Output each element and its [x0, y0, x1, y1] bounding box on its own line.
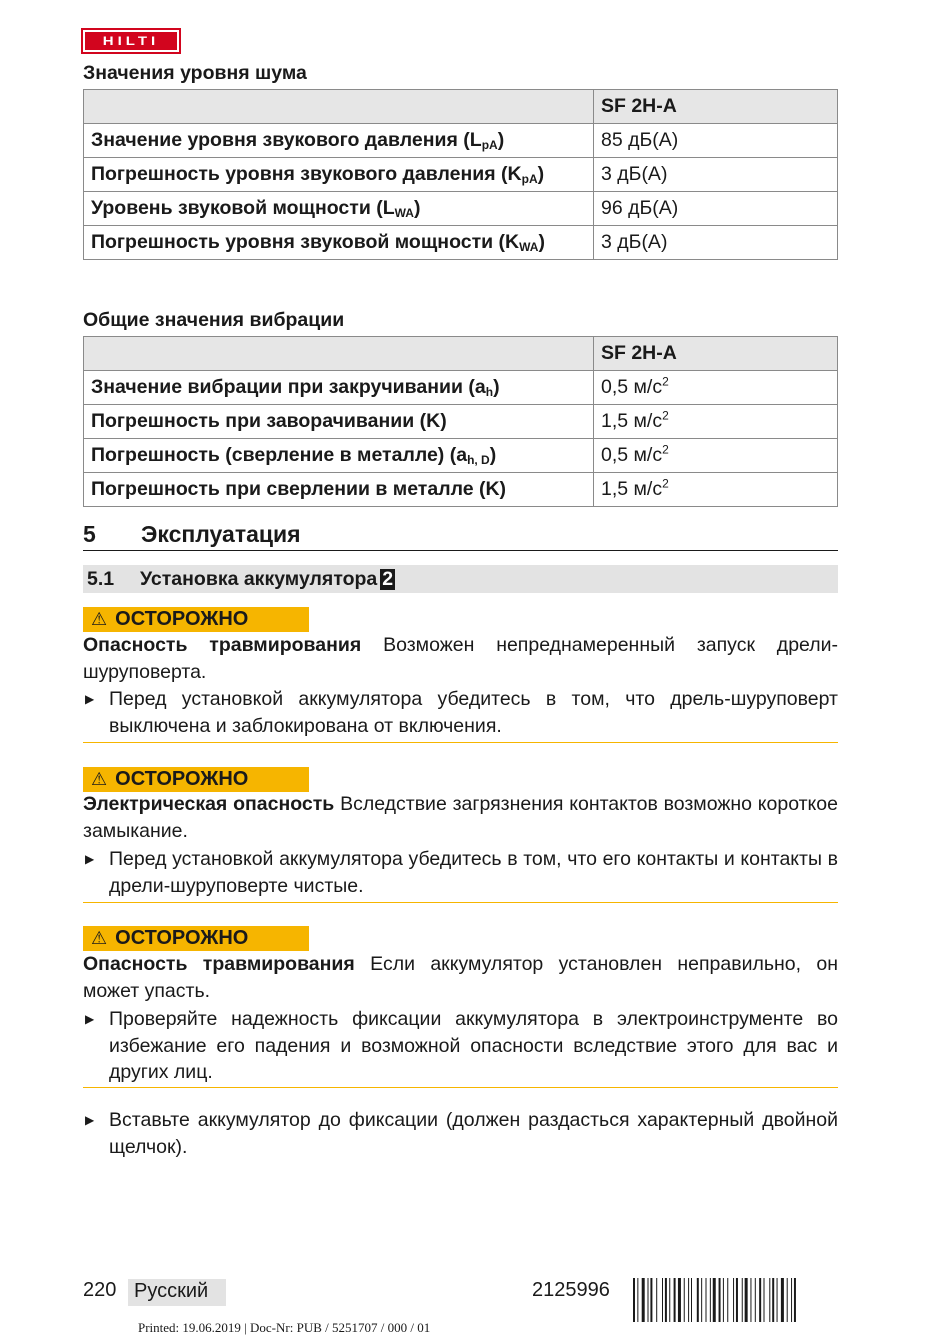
warning-label: ОСТОРОЖНО — [115, 608, 249, 630]
row-value: 3 дБ(A) — [594, 158, 838, 192]
table-row — [84, 192, 838, 226]
bullet-arrow-icon: ▶ — [85, 1012, 95, 1026]
hazard-label: Электрическая опасность — [83, 793, 335, 815]
header-cell-empty — [84, 90, 594, 124]
row-label: Погрешность при сверлении в металле (K) — [84, 473, 594, 507]
hazard-label: Опасность травмирования — [83, 953, 355, 975]
row-label: Погрешность при заворачивании (K) — [84, 405, 594, 439]
instruction-step — [83, 1107, 838, 1160]
bullet-arrow-icon: ▶ — [85, 1113, 95, 1127]
row-value: 0,5 $м/с^2$ — [594, 439, 838, 473]
warning-text: Опасность травмирования Возможен непреднамеренный запуск дрели-шуруповерта. — [83, 634, 838, 683]
warning-triangle-icon: ⚠ — [91, 928, 108, 948]
table-row — [84, 405, 838, 439]
table-row — [84, 124, 838, 158]
vibration-table-title: Общие значения вибрации — [83, 309, 345, 331]
warning-label: ОСТОРОЖНО — [115, 768, 249, 790]
bullet-arrow-icon: ▶ — [85, 692, 95, 706]
warning-badge — [83, 926, 309, 951]
warning-triangle-icon: ⚠ — [91, 769, 108, 789]
row-value: 0,5 $м/с^2$ — [594, 371, 838, 405]
row-label: Погрешность уровня звуковой мощности $(K_{WA})$ — [84, 226, 594, 260]
warning-badge — [83, 607, 309, 632]
noise-table-title: Значения уровня шума — [83, 62, 307, 84]
hilti-logo — [83, 30, 179, 52]
page-number: 220 — [83, 1279, 117, 1301]
bullet-arrow-icon: ▶ — [85, 852, 95, 866]
section-title: Эксплуатация — [141, 521, 301, 547]
warning-divider — [83, 742, 838, 743]
step-text: Проверяйте надежность фиксации аккумулятора в электроинструменте во избежание его падения и возможной опасности вследствие этого для вас и других лиц. — [109, 1008, 838, 1083]
row-value: 96 дБ(A) — [594, 192, 838, 226]
row-label: Уровень звуковой мощности $(L_{WA})$ — [84, 192, 594, 226]
vibration-table — [83, 336, 838, 507]
warning-label: ОСТОРОЖНО — [115, 927, 249, 949]
table-row — [84, 371, 838, 405]
table-row — [84, 158, 838, 192]
warning-text: Электрическая опасность Вследствие загрязнения контактов возможно короткое замыкание. — [83, 793, 839, 842]
warning-step — [83, 846, 838, 899]
warning-badge — [83, 767, 309, 792]
row-label: Значение уровня звукового давления $(L_{pA})$ — [84, 124, 594, 158]
subsection-number: 5.1 — [87, 568, 115, 590]
noise-table — [83, 89, 838, 260]
header-cell-model: SF 2H-A — [594, 90, 838, 124]
warning-step — [83, 686, 838, 739]
noise-table-header — [84, 90, 838, 124]
table-row — [84, 226, 838, 260]
section-number: 5 — [83, 521, 96, 547]
warning-text: Опасность травмирования Если аккумулятор установлен неправильно, он может упасть. — [83, 953, 838, 1002]
warning-divider — [83, 902, 838, 903]
vibration-table-header — [84, 337, 838, 371]
logo-text: HILTI — [102, 34, 160, 48]
section-heading — [83, 517, 838, 551]
row-value: 1,5 $м/с^2$ — [594, 405, 838, 439]
table-row — [84, 473, 838, 507]
warning-triangle-icon: ⚠ — [91, 609, 108, 629]
step-text: Перед установкой аккумулятора убедитесь в том, что его контакты и контакты в дрели-шуруповерте чистые. — [109, 848, 838, 897]
document-number: 2125996 — [532, 1279, 610, 1301]
header-cell-empty — [84, 337, 594, 371]
language-label: Русский — [128, 1279, 226, 1306]
row-label: Погрешность (сверление в металле) $(a_{h, D})$ — [84, 439, 594, 473]
row-value: 85 дБ(A) — [594, 124, 838, 158]
row-value: 3 дБ(A) — [594, 226, 838, 260]
subsection-heading — [83, 565, 838, 593]
row-label: Значение вибрации при закручивании $(a_h)$ — [84, 371, 594, 405]
subsection-title: Установка аккумулятора 2 — [140, 568, 394, 590]
barcode-icon — [633, 1278, 843, 1322]
step-text: Вставьте аккумулятор до фиксации (должен раздасться характерный двойной щелчок). — [109, 1109, 838, 1158]
figure-ref-badge: 2 — [382, 568, 394, 590]
hazard-label: Опасность травмирования — [83, 634, 362, 656]
row-label: Погрешность уровня звукового давления $(K_{pA})$ — [84, 158, 594, 192]
header-cell-model: SF 2H-A — [594, 337, 838, 371]
step-text: Перед установкой аккумулятора убедитесь в том, что дрель-шуруповерт выключена и заблокирована от включения. — [109, 688, 838, 737]
print-info: Printed: 19.06.2019 | Doc-Nr: PUB / 5251707 / 000 / 01 — [138, 1320, 431, 1335]
table-row — [84, 439, 838, 473]
warning-step — [83, 1006, 838, 1086]
warning-divider — [83, 1087, 838, 1088]
row-value: 1,5 $м/с^2$ — [594, 473, 838, 507]
